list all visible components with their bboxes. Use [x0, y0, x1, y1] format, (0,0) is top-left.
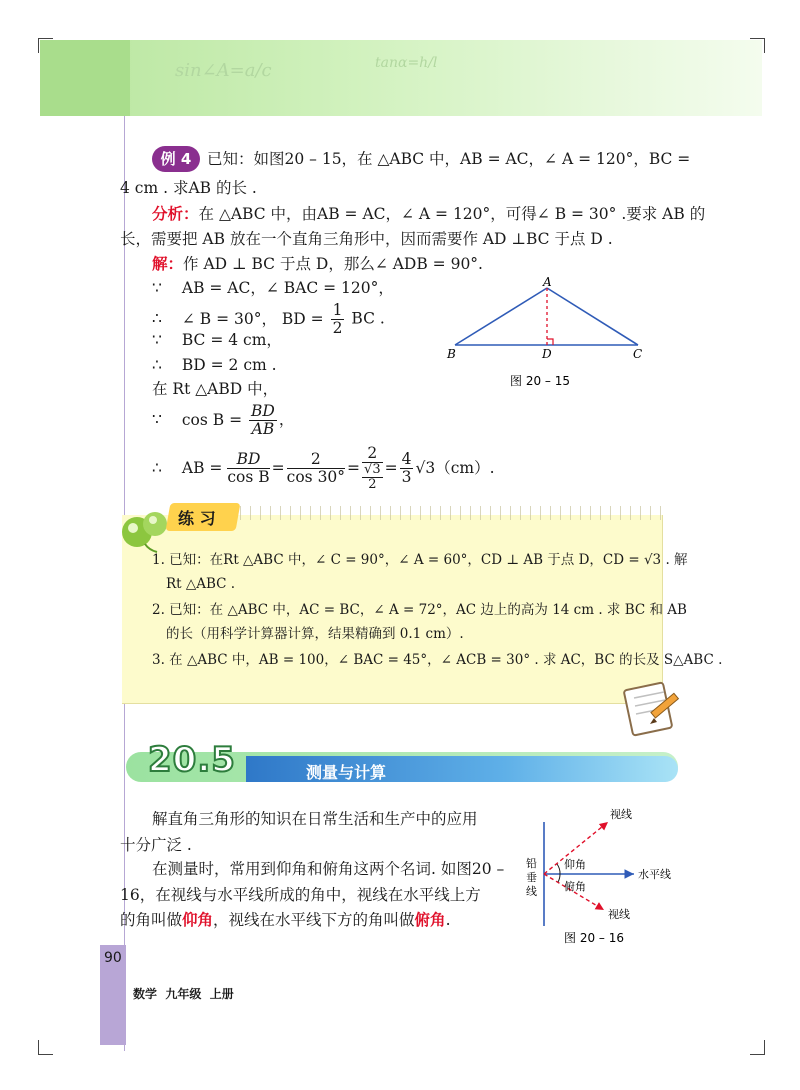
step-7-f4-num: 4	[401, 449, 412, 468]
solution-label: 解：	[152, 254, 184, 273]
step-7-fraction-2	[287, 451, 345, 486]
example-badge-label: 例 4	[160, 150, 192, 168]
term-elevation-angle: 仰角	[182, 910, 214, 929]
fig16-depression-arc	[558, 874, 560, 882]
body-p2-text-a: 的角叫做	[120, 911, 183, 929]
solution-text-1: 作 AD ⊥ BC 于点 D，那么∠ ADB = 90°.	[183, 255, 483, 273]
example-line-2: 4 cm . 求AB 的长 .	[120, 179, 257, 197]
exercise-item-2-line-2: 的长（用科学计算器计算，结果精确到 0.1 cm）.	[166, 626, 464, 642]
example-line-1: 已知：如图20 – 15，在 △ABC 中，AB = AC，∠ A = 120°，BC =	[207, 150, 691, 168]
step-7-eq-3: =	[384, 459, 398, 477]
therefore-symbol: ∴	[152, 356, 162, 374]
step-2-fraction	[331, 302, 345, 337]
step-7-f3-den-num: √3	[364, 461, 381, 477]
fig15-caption: 图 20 – 15	[510, 374, 570, 388]
step-6-text-b: ，	[278, 410, 295, 429]
step-4-text: BD = 2 cm .	[181, 356, 277, 374]
step-7	[152, 442, 495, 494]
analysis-text-1: 在 △ABC 中，由AB = AC，∠ A = 120°，可得∠ B = 30° .要求 AB 的	[198, 205, 706, 223]
step-7-f3-den-den: 2	[368, 476, 377, 492]
step-7-f3-num: 2	[362, 445, 383, 463]
fig15-label-a: A	[543, 275, 552, 289]
body-p2-line-1: 在测量时，常用到仰角和俯角这两个名词. 如图20 –	[152, 860, 505, 878]
exercise-item-2-line-1: 2. 已知：在 △ABC 中，AC = BC，∠ A = 72°，AC 边上的高为 14 cm . 求 BC 和 AB	[152, 602, 687, 618]
fig16-vertical-label-3: 线	[526, 885, 537, 898]
exercise-title: 练 习	[178, 509, 216, 528]
exercise-item-3-line-1: 3. 在 △ABC 中，AB = 100，∠ BAC = 45°，∠ ACB = 30° . 求 AC，BC 的长及 S△ABC .	[152, 652, 723, 668]
body-p2-line-2: 16，在视线与水平线所成的角中，视线在水平线上方	[120, 886, 481, 904]
fig16-elevation-label: 仰角	[564, 858, 586, 871]
analysis-line-1	[152, 203, 705, 225]
fig16-sight-bottom-label: 视线	[608, 908, 630, 921]
step-4	[152, 354, 277, 376]
figure-20-15	[440, 275, 660, 395]
step-7-tail: √3（cm）.	[415, 459, 495, 477]
step-2-text-b: BC .	[351, 309, 385, 328]
analysis-label: 分析：	[152, 204, 199, 223]
fig15-right-angle-mark	[547, 339, 553, 345]
step-7-fraction-1	[227, 451, 269, 486]
step-2-num: 1	[332, 301, 343, 319]
since-symbol: ∵	[152, 279, 162, 297]
step-6-text-a: cos B =	[181, 410, 243, 429]
fig15-label-c: C	[633, 347, 643, 361]
page-number: 90	[104, 950, 122, 966]
step-6	[152, 403, 294, 439]
step-7-f1-den: cos B	[227, 467, 270, 486]
body-p1-line-2: 十分广泛 .	[120, 836, 192, 854]
step-7-fraction-4	[400, 451, 414, 486]
header-left-strip	[40, 40, 130, 116]
section-title: 测量与计算	[306, 763, 387, 782]
solution-line-1	[152, 253, 483, 275]
step-7-f1-num: BD	[227, 451, 269, 469]
fig15-label-b: B	[447, 347, 456, 361]
step-1	[152, 277, 394, 299]
fig16-elevation-arc	[557, 864, 560, 874]
step-7-eq-1: =	[271, 459, 285, 477]
exercise-item-1-line-1: 1. 已知：在Rt △ABC 中，∠ C = 90°，∠ A = 60°，CD ⊥ AB 于点 D，CD = √3 . 解	[152, 552, 688, 568]
fig16-depression-label: 俯角	[564, 880, 586, 893]
exercise-item-1-line-2: Rt △ABC .	[166, 576, 236, 592]
header-faded-text-2: tanα=h/l	[375, 55, 438, 71]
step-7-f2-den: cos 30°	[286, 467, 346, 486]
fig16-sight-top-label: 视线	[610, 808, 632, 821]
analysis-line-2: 长，需要把 AB 放在一个直角三角形中，因而需要作 AD ⊥BC 于点 D .	[120, 230, 613, 248]
fig15-label-d: D	[542, 347, 552, 361]
step-7-f2-num: 2	[287, 451, 345, 469]
fig15-side-ab	[455, 288, 547, 345]
step-7-eq-2: =	[347, 459, 361, 477]
header-faded-text-1: sin∠A=a/c	[175, 60, 272, 81]
therefore-symbol: ∴	[152, 459, 162, 477]
fig16-vertical-label-1: 铅	[526, 857, 537, 870]
body-p2-text-c: .	[445, 911, 451, 929]
since-symbol: ∵	[152, 331, 162, 349]
step-6-den: AB	[251, 420, 275, 438]
step-6-num: BD	[251, 402, 275, 420]
step-1-text: AB = AC，∠ BAC = 120°，	[181, 279, 394, 297]
fig16-vertical-label-2: 垂	[526, 871, 537, 884]
crop-mark-bottom-right	[750, 1040, 765, 1055]
step-3	[152, 329, 282, 351]
figure-20-16	[520, 800, 690, 950]
fig15-side-ac	[547, 288, 638, 345]
body-p2-text-b: ，视线在水平线下方的角叫做	[213, 911, 415, 929]
since-symbol: ∵	[152, 410, 162, 429]
example-badge	[152, 146, 200, 172]
exercise-ruler	[230, 506, 662, 520]
body-p1-line-1: 解直角三角形的知识在日常生活和生产中的应用	[152, 810, 478, 828]
header-band	[40, 40, 762, 116]
fig16-caption: 图 20 – 16	[564, 931, 624, 945]
fig16-horizontal-label: 水平线	[638, 868, 671, 881]
body-p2-line-3	[120, 909, 451, 931]
term-depression-angle: 俯角	[414, 910, 446, 929]
step-7-lhs: AB =	[181, 459, 223, 477]
step-5: 在 Rt △ABD 中，	[152, 380, 279, 398]
step-7-f3-den	[362, 463, 383, 492]
book-title: 数学 九年级 上册	[133, 987, 234, 1001]
step-2-den: 2	[332, 319, 343, 337]
step-3-text: BC = 4 cm，	[181, 331, 282, 349]
notepad-pencil-icon	[620, 676, 684, 740]
therefore-symbol: ∴	[152, 309, 162, 328]
step-2-text-a: ∠ B = 30°， BD =	[181, 309, 324, 328]
step-7-f4-den: 3	[401, 467, 412, 486]
step-6-fraction	[249, 403, 277, 438]
step-7-fraction-3	[362, 445, 383, 492]
crop-mark-bottom-left	[38, 1040, 53, 1055]
section-number: 20.5	[148, 740, 236, 780]
